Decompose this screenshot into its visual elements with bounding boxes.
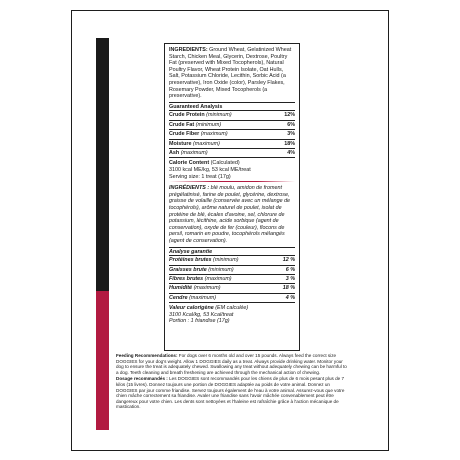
nutrient-name: Ash: [169, 149, 180, 156]
nutrient-value: 6 %: [285, 266, 295, 273]
analysis-row: [169, 129, 295, 138]
analysis-title-en: Guaranteed Analysis: [169, 103, 223, 110]
divider: [169, 247, 295, 248]
calorie-qualifier-fr: (EM calculée): [215, 305, 249, 312]
calorie-qualifier-en: (Calculated): [210, 160, 240, 167]
calorie-label-fr: Valeur calorigène: [169, 305, 214, 312]
analysis-row-label: [169, 141, 220, 147]
nutrient-value: 3 %: [285, 275, 295, 282]
ingredients-heading-fr: INGRÉDIENTS :: [169, 185, 210, 192]
dosage-recommendations: [116, 376, 348, 410]
analysis-row: [169, 120, 295, 129]
ingredients-en: [169, 47, 295, 100]
analysis-row: [169, 265, 295, 274]
nutrient-qualifier: (maximum): [193, 285, 221, 292]
nutrient-qualifier: (minimum): [206, 112, 232, 119]
ingredients-text-fr: blé moulu, amidon de froment prégélatinisé, farine de poulet, glycérine, dextrose, graisse de volaille (conservée avec un mélange de tocophérols), arôme naturel de poulet, isolat de protéine de blé, écales d'avoine, sel, chlorure de potassium, lécithine, acide sorbique (agent de conservation), oxyde de fer (couleur), flocons de persil, romarin en poudre, tocophérols mélangés (agent de conservation).: [169, 185, 291, 244]
divider: [169, 102, 295, 103]
analysis-row-label: [169, 295, 216, 301]
nutrient-value: 6%: [287, 121, 295, 128]
nutrient-qualifier: (maximum): [189, 294, 217, 301]
analysis-title-fr: Analyse garantie: [169, 248, 213, 255]
nutrient-name: Cendre: [169, 294, 188, 301]
feeding-label: Feeding Recommendations:: [116, 353, 178, 358]
analysis-row: [169, 283, 295, 292]
nutrient-name: Moisture: [169, 140, 192, 147]
nutrient-value: 4 %: [285, 294, 295, 301]
nutrient-name: Graisses brute: [169, 266, 207, 273]
ingredients-heading-en: INGREDIENTS:: [169, 47, 208, 53]
analysis-row: [169, 274, 295, 283]
calorie-fr: [169, 305, 295, 312]
nutrient-value: 3%: [287, 131, 295, 138]
analysis-table-en: [169, 110, 295, 158]
nutrient-name: Humidité: [169, 285, 193, 292]
ingredients-fr: [169, 185, 295, 244]
nutrient-value: 12 %: [282, 257, 295, 264]
calorie-value-en: 3100 kcal ME/kg, 53 kcal ME/treat: [169, 166, 251, 173]
analysis-row: [169, 293, 295, 303]
ingredients-text-en: Ground Wheat, Gelatinized Wheat Starch, Chicken Meal, Glycerin, Dextrose, Poultry Fat (preserved with Mixed Tocopherols), Natural Poultry Flavor, Wheat Protein Isolate, Oat Hulls, Salt, Potassium Chloride, Lecithin, Sorbic Acid (a preservative), Iron Oxide (color), Parsley Flakes, Rosemary Powder, Mixed Tocopherols (a preservative).: [169, 47, 292, 100]
analysis-row-label: [169, 112, 232, 118]
accent-divider: [169, 181, 295, 182]
nutrient-value: 12%: [284, 112, 295, 119]
calorie-label-en: Calorie Content: [169, 160, 210, 167]
nutrient-value: 4%: [287, 149, 295, 156]
serving-fr: Portion : 1 friandise (17g): [169, 318, 230, 325]
calorie-en: [169, 160, 295, 167]
dosage-text: Les DOGGIES sont recommandés pour les chiens de plus de 6 mois pesant plus de 7 kilos (15 livres). Donnez toujours une portion de DOGGIES adaptée au poids de votre animal. Donnez un DOGGIES par jour comme friandise. Servez toujours également de l'eau à votre animal. Assurez-vous que votre chien mâche correctement sa friandise. Avaler une friandise sans l'avoir mâchée convenablement peut être dangereux pour votre chien. Les dents sont nettoyées et l'haleine est rafraîchie grâce à l'action mécanique de mastication.: [116, 376, 345, 410]
nutrient-name: Crude Fiber: [169, 131, 200, 138]
serving-en: Serving size: 1 treat (17g): [169, 173, 231, 180]
analysis-row-label: [169, 150, 208, 156]
feeding-text: For dogs over 6 months old and over 15 pounds. Always feed the correct size DOGGIES for your dog's weight. Allow 1 DOGGIES daily as a treat. Always provide drinking water. Monitor your dog to ensure the treat is adequately chewed. Swallowing any treat without adequately chewing can be harmful to a dog. Teeth cleaning and breath freshening are achieved through the mechanical action of chewing.: [116, 353, 347, 375]
analysis-row: [169, 139, 295, 148]
ingredients-label-box: [164, 43, 300, 351]
side-band-dark: [96, 38, 109, 291]
analysis-row: [169, 255, 295, 264]
analysis-row-label: [169, 131, 228, 137]
dosage-label: Dosage recommandés :: [116, 376, 168, 382]
feeding-recommendations: [116, 353, 348, 375]
analysis-row-label: [169, 122, 221, 128]
nutrient-value: 18 %: [282, 285, 295, 292]
french-section: [169, 185, 295, 325]
analysis-row: [169, 110, 295, 119]
calorie-value-fr: 3100 Kcal/kg, 53 Kcal/treat: [169, 311, 234, 318]
analysis-row-label: [169, 257, 239, 263]
analysis-row-label: [169, 285, 221, 291]
nutrient-qualifier: (maximum): [180, 149, 208, 156]
nutrient-qualifier: (maximum): [200, 131, 228, 138]
feeding-section: [116, 353, 348, 411]
nutrient-name: Crude Protein: [169, 112, 205, 119]
analysis-row-label: [169, 267, 234, 273]
nutrient-qualifier: (maximum): [204, 275, 232, 282]
analysis-table-fr: [169, 255, 295, 303]
nutrient-qualifier: (minimum): [195, 121, 222, 128]
nutrient-value: 18%: [284, 140, 295, 147]
nutrient-qualifier: (maximum): [192, 140, 220, 147]
nutrient-qualifier: (minimum): [213, 257, 239, 264]
nutrient-name: Protéines brutes: [169, 257, 212, 264]
analysis-row: [169, 148, 295, 158]
nutrient-qualifier: (minimum): [208, 266, 234, 273]
nutrient-name: Crude Fat: [169, 121, 195, 128]
nutrient-name: Fibres brutes: [169, 275, 204, 282]
analysis-row-label: [169, 276, 232, 282]
side-band-accent: [96, 291, 109, 430]
